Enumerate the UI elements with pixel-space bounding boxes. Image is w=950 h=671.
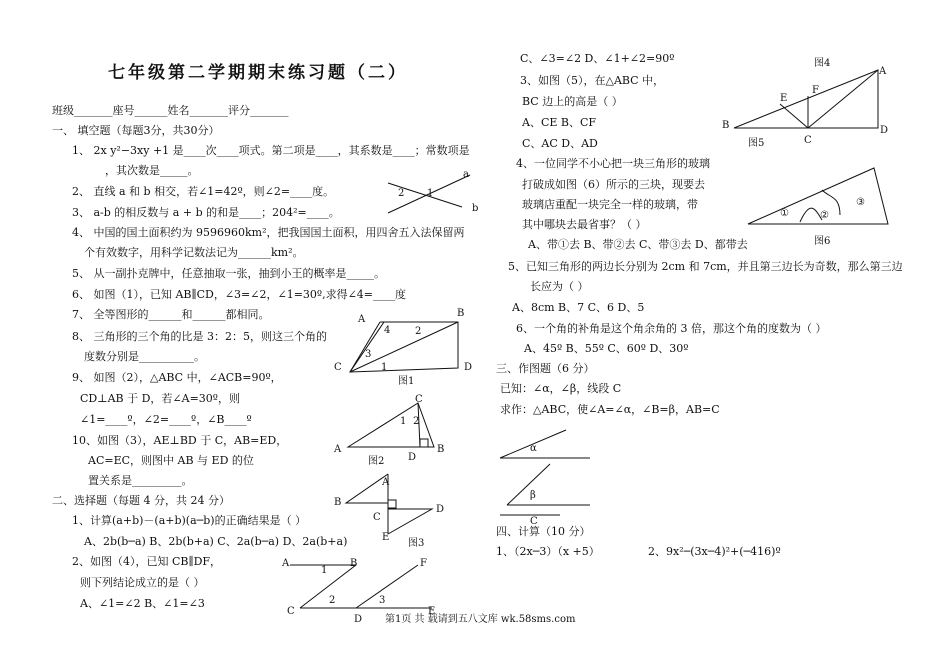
question-line: ，其次数是_____。: [105, 164, 199, 177]
question-line: 已知：∠α，∠β，线段 C: [500, 382, 622, 395]
question-line: 3、 a-b 的相反数与 a + b 的和是____；204²=____。: [72, 206, 340, 219]
label: A: [282, 558, 290, 569]
question-line: 5、 从一副扑克牌中，任意抽取一张，抽到小王的概率是_____。: [72, 267, 385, 280]
question-line: 个有效数字，用科学记数法记为______km²。: [84, 246, 304, 259]
label: C: [804, 135, 812, 146]
label: ①: [780, 208, 789, 219]
label: 1: [400, 416, 407, 427]
question-line: 打破成如图（6）所示的三块，现要去: [522, 178, 705, 191]
question-line: 则下列结论成立的是（ ）: [80, 576, 205, 589]
figure-caption: 图5: [748, 138, 765, 149]
question-line: 8、 三角形的三个角的比是 3：2：5，则这三个角的: [72, 330, 327, 343]
label: a: [463, 169, 469, 180]
question-line: ∠1=____º，∠2=____º，∠B____º: [80, 413, 252, 426]
label: B: [437, 444, 445, 455]
label: β: [530, 490, 536, 501]
label: B: [722, 120, 730, 131]
label: D: [880, 125, 889, 136]
question-line: BC 边上的高是（ ）: [522, 95, 623, 108]
figure-caption: 图2: [368, 456, 385, 467]
label: F: [420, 558, 427, 569]
figure-caption: 图4: [814, 58, 831, 69]
label: 2: [413, 416, 420, 427]
question-line: CD⊥AB 于 D，若∠A=30º，则: [80, 392, 240, 405]
figure-5: [734, 70, 878, 128]
figure-4: [290, 565, 432, 608]
question-line: 6、一个角的补角是这个角余角的 3 倍，那这个角的度数为（ ）: [516, 322, 827, 335]
page-footer: 第1页 共 载请到五八文库 wk.58sms.com: [385, 614, 576, 625]
label: B: [350, 558, 358, 569]
question-line: 1、 2x y²−3xy +1 是____次____项式。第二项是____，其系数是____；常数项是: [72, 144, 470, 157]
figure-caption: 图1: [398, 376, 415, 387]
label: 1: [321, 565, 328, 576]
question-line: 求作：△ABC，使∠A=∠α，∠B=β，AB=C: [500, 403, 720, 416]
label: α: [530, 443, 537, 454]
question-line: 玻璃店重配一块完全一样的玻璃，带: [522, 198, 698, 211]
question-line: 5、已知三角形的两边长分别为 2cm 和 7cm，并且第三边长为奇数，那么第三边: [508, 260, 903, 273]
question-line: 其中哪块去最省事？（ ）: [522, 218, 647, 231]
label: 3: [379, 595, 386, 606]
figure-caption: 图6: [814, 236, 831, 247]
question-line: 2、 直线 a 和 b 相交，若∠1=42º，则∠2=____度。: [72, 185, 335, 198]
question-line: 1、（2x─3）（x +5）: [496, 545, 600, 558]
label: B: [457, 308, 465, 319]
label: 4: [384, 325, 391, 336]
student-info-line: 班级_______座号______姓名_______评分_______: [52, 104, 289, 117]
figure-angles: [500, 430, 590, 515]
label: 2: [329, 595, 336, 606]
label: D: [408, 452, 417, 463]
question-line: 度数分别是__________。: [84, 350, 205, 363]
question-line: A、∠1=∠2 B、∠1=∠3: [80, 597, 205, 610]
question-line: A、2b(b─a) B、2b(b+a) C、2a(b─a) D、2a(b+a): [84, 535, 348, 548]
figure-1: [350, 322, 458, 372]
question-line: 4、 中国的国土面积约为 9596960km²，把我国国土面积，用四舍五入法保留两: [72, 226, 465, 239]
question-line: A、8cm B、7 C、6 D、5: [512, 301, 645, 314]
figure-caption: 图3: [408, 538, 425, 549]
question-line: AC=EC，则图中 AB 与 ED 的位: [88, 454, 254, 467]
question-line: 6、 如图（1），已知 AB∥CD，∠3=∠2，∠1=30º,求得∠4=____度: [72, 288, 407, 301]
label: E: [780, 93, 788, 104]
label: E: [428, 606, 436, 617]
label: 3: [365, 349, 372, 360]
label: 1: [381, 362, 388, 373]
question-line: 长应为（ ）: [530, 280, 589, 293]
label: F: [812, 85, 819, 96]
label: A: [334, 444, 342, 455]
label: D: [436, 504, 445, 515]
page-title: 七年级第二学期期末练习题（二）: [108, 63, 408, 83]
label: D: [354, 614, 363, 625]
question-line: C、∠3=∠2 D、∠1+∠2=90º: [520, 52, 675, 65]
label: A: [879, 66, 887, 77]
section-fill-blank: 一、 填空题（每题3分，共30分）: [52, 124, 220, 137]
question-line: 4、一位同学不小心把一块三角形的玻璃: [516, 157, 710, 170]
label: 2: [415, 326, 422, 337]
question-line: 1、计算(a+b)－(a+b)(a─b)的正确结果是（ ）: [72, 514, 307, 527]
label: D: [464, 362, 473, 373]
question-line: A、45º B、55º C、60º D、30º: [524, 342, 689, 355]
question-line: A、带①去 B、带②去 C、带③去 D、都带去: [528, 238, 748, 251]
question-line: 9、 如图（2），△ABC 中，∠ACB=90º，: [72, 371, 282, 384]
figure-6: [748, 168, 888, 224]
section-choice: 二、选择题（每题 4 分，共 24 分）: [52, 494, 230, 507]
question-line: 10、如图（3），AE⊥BD 于 C，AB=ED，: [72, 434, 288, 447]
section-construction: 三、作图题（6 分）: [496, 362, 595, 375]
label: E: [382, 532, 390, 543]
label: b: [472, 203, 479, 214]
question-line: 7、 全等图形的______和______都相同。: [72, 308, 270, 321]
question-line: 2、9x²─(3x─4)²+(─416)º: [648, 545, 781, 558]
question-line: 2、如图（4），已知 CB∥DF，: [72, 555, 222, 568]
label: A: [358, 314, 366, 325]
question-line: 置关系是_________。: [88, 474, 193, 487]
label: ②: [820, 210, 829, 221]
label: C: [373, 512, 381, 523]
label: C: [530, 516, 538, 527]
label: A: [382, 477, 390, 488]
label: 2: [398, 188, 405, 199]
question-line: 3、如图（5），在△ABC 中，: [520, 74, 665, 87]
figure-2: [348, 403, 434, 447]
question-line: C、AC D、AD: [522, 137, 598, 150]
label: C: [287, 606, 295, 617]
section-calculation: 四、计算（10 分）: [496, 525, 591, 538]
label: C: [334, 362, 342, 373]
question-line: A、CE B、CF: [522, 116, 597, 129]
label: 1: [427, 188, 434, 199]
label: ③: [856, 197, 865, 208]
label: B: [334, 497, 342, 508]
label: C: [415, 394, 423, 405]
